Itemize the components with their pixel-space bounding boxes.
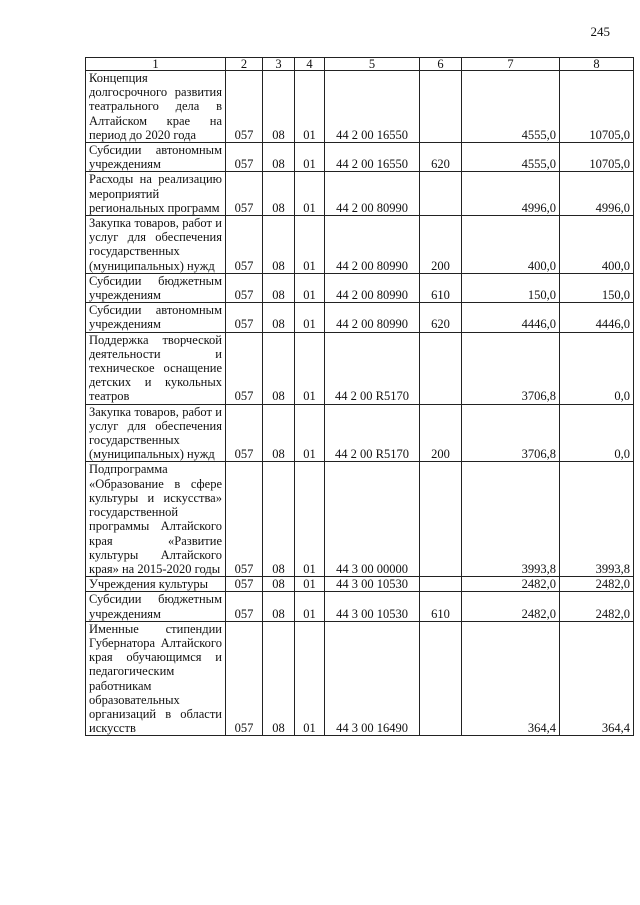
amount-2019-cell: 3993,8 <box>462 462 560 577</box>
section-cell: 08 <box>263 621 295 736</box>
ministry-code-cell: 057 <box>226 621 263 736</box>
table-row <box>86 462 634 577</box>
expense-type-cell <box>420 621 462 736</box>
amount-2019-cell: 2482,0 <box>462 577 560 592</box>
subsection-cell: 01 <box>295 332 325 404</box>
header-cell-3: 3 <box>263 58 295 71</box>
amount-2020-cell: 2482,0 <box>560 592 634 621</box>
ministry-code-cell: 057 <box>226 216 263 274</box>
item-name-cell: Субсидии бюджетным учреждениям <box>86 592 226 621</box>
section-cell: 08 <box>263 592 295 621</box>
table-row <box>86 303 634 332</box>
section-cell: 08 <box>263 462 295 577</box>
subsection-cell: 01 <box>295 621 325 736</box>
amount-2020-cell: 364,4 <box>560 621 634 736</box>
target-article-cell: 44 2 00 R5170 <box>325 404 420 462</box>
amount-2019-cell: 2482,0 <box>462 592 560 621</box>
header-cell-1: 1 <box>86 58 226 71</box>
subsection-cell: 01 <box>295 404 325 462</box>
page-number: 245 <box>590 24 610 39</box>
subsection-cell: 01 <box>295 592 325 621</box>
item-name-cell: Расходы на реализацию мероприятий региональных программ <box>86 172 226 216</box>
target-article-cell: 44 2 00 R5170 <box>325 332 420 404</box>
ministry-code-cell: 057 <box>226 592 263 621</box>
ministry-code-cell: 057 <box>226 577 263 592</box>
amount-2019-cell: 150,0 <box>462 273 560 302</box>
table-row <box>86 216 634 274</box>
item-name-cell: Учреждения культуры <box>86 577 226 592</box>
section-cell: 08 <box>263 216 295 274</box>
expense-type-cell <box>420 577 462 592</box>
amount-2019-cell: 4555,0 <box>462 71 560 143</box>
target-article-cell: 44 2 00 80990 <box>325 273 420 302</box>
target-article-cell: 44 2 00 16550 <box>325 71 420 143</box>
section-cell: 08 <box>263 71 295 143</box>
amount-2019-cell: 4996,0 <box>462 172 560 216</box>
ministry-code-cell: 057 <box>226 172 263 216</box>
expense-type-cell: 620 <box>420 143 462 172</box>
target-article-cell: 44 2 00 16550 <box>325 143 420 172</box>
section-cell: 08 <box>263 143 295 172</box>
section-cell: 08 <box>263 404 295 462</box>
expense-type-cell <box>420 462 462 577</box>
amount-2019-cell: 3706,8 <box>462 332 560 404</box>
table-row <box>86 577 634 592</box>
expense-type-cell: 200 <box>420 404 462 462</box>
subsection-cell: 01 <box>295 303 325 332</box>
header-cell-2: 2 <box>226 58 263 71</box>
section-cell: 08 <box>263 303 295 332</box>
amount-2020-cell: 3993,8 <box>560 462 634 577</box>
target-article-cell: 44 3 00 10530 <box>325 577 420 592</box>
ministry-code-cell: 057 <box>226 71 263 143</box>
table-row <box>86 273 634 302</box>
item-name-cell: Именные стипендии Губернатора Алтайского края обучающимся и педагогическим работникам образовательных организаций в области искусств <box>86 621 226 736</box>
item-name-cell: Подпрограмма «Образование в сфере культуры и искусства» государственной программы Алтайского края «Развитие культуры Алтайского края» на 2015-2020 годы <box>86 462 226 577</box>
ministry-code-cell: 057 <box>226 303 263 332</box>
expense-type-cell <box>420 172 462 216</box>
header-cell-6: 6 <box>420 58 462 71</box>
item-name-cell: Поддержка творческой деятельности и техническое оснащение детских и кукольных театров <box>86 332 226 404</box>
amount-2020-cell: 4446,0 <box>560 303 634 332</box>
target-article-cell: 44 2 00 80990 <box>325 172 420 216</box>
amount-2020-cell: 10705,0 <box>560 71 634 143</box>
amount-2019-cell: 4555,0 <box>462 143 560 172</box>
amount-2020-cell: 10705,0 <box>560 143 634 172</box>
header-row <box>86 58 634 71</box>
expense-type-cell: 610 <box>420 592 462 621</box>
table-row <box>86 143 634 172</box>
amount-2019-cell: 364,4 <box>462 621 560 736</box>
amount-2019-cell: 4446,0 <box>462 303 560 332</box>
amount-2020-cell: 2482,0 <box>560 577 634 592</box>
amount-2019-cell: 3706,8 <box>462 404 560 462</box>
target-article-cell: 44 3 00 16490 <box>325 621 420 736</box>
ministry-code-cell: 057 <box>226 462 263 577</box>
item-name-cell: Субсидии автономным учреждениям <box>86 303 226 332</box>
target-article-cell: 44 2 00 80990 <box>325 303 420 332</box>
expense-type-cell <box>420 332 462 404</box>
ministry-code-cell: 057 <box>226 273 263 302</box>
table-row <box>86 621 634 736</box>
expense-type-cell <box>420 71 462 143</box>
item-name-cell: Концепция долгосрочного развития театрального дела в Алтайском крае на период до 2020 года <box>86 71 226 143</box>
target-article-cell: 44 3 00 00000 <box>325 462 420 577</box>
item-name-cell: Субсидии автономным учреждениям <box>86 143 226 172</box>
target-article-cell: 44 2 00 80990 <box>325 216 420 274</box>
subsection-cell: 01 <box>295 143 325 172</box>
amount-2020-cell: 150,0 <box>560 273 634 302</box>
expense-type-cell: 610 <box>420 273 462 302</box>
header-cell-4: 4 <box>295 58 325 71</box>
subsection-cell: 01 <box>295 577 325 592</box>
ministry-code-cell: 057 <box>226 332 263 404</box>
ministry-code-cell: 057 <box>226 404 263 462</box>
table-row <box>86 592 634 621</box>
expense-type-cell: 200 <box>420 216 462 274</box>
target-article-cell: 44 3 00 10530 <box>325 592 420 621</box>
amount-2019-cell: 400,0 <box>462 216 560 274</box>
section-cell: 08 <box>263 577 295 592</box>
expense-type-cell: 620 <box>420 303 462 332</box>
item-name-cell: Закупка товаров, работ и услуг для обеспечения государственных (муниципальных) нужд <box>86 216 226 274</box>
table-row <box>86 404 634 462</box>
amount-2020-cell: 0,0 <box>560 332 634 404</box>
header-cell-8: 8 <box>560 58 634 71</box>
subsection-cell: 01 <box>295 216 325 274</box>
item-name-cell: Закупка товаров, работ и услуг для обеспечения государственных (муниципальных) нужд <box>86 404 226 462</box>
section-cell: 08 <box>263 332 295 404</box>
ministry-code-cell: 057 <box>226 143 263 172</box>
table-row <box>86 71 634 143</box>
table-row <box>86 332 634 404</box>
subsection-cell: 01 <box>295 273 325 302</box>
subsection-cell: 01 <box>295 462 325 577</box>
item-name-cell: Субсидии бюджетным учреждениям <box>86 273 226 302</box>
amount-2020-cell: 400,0 <box>560 216 634 274</box>
budget-table <box>85 57 634 736</box>
section-cell: 08 <box>263 273 295 302</box>
section-cell: 08 <box>263 172 295 216</box>
header-cell-7: 7 <box>462 58 560 71</box>
subsection-cell: 01 <box>295 71 325 143</box>
amount-2020-cell: 4996,0 <box>560 172 634 216</box>
header-cell-5: 5 <box>325 58 420 71</box>
subsection-cell: 01 <box>295 172 325 216</box>
amount-2020-cell: 0,0 <box>560 404 634 462</box>
table-row <box>86 172 634 216</box>
